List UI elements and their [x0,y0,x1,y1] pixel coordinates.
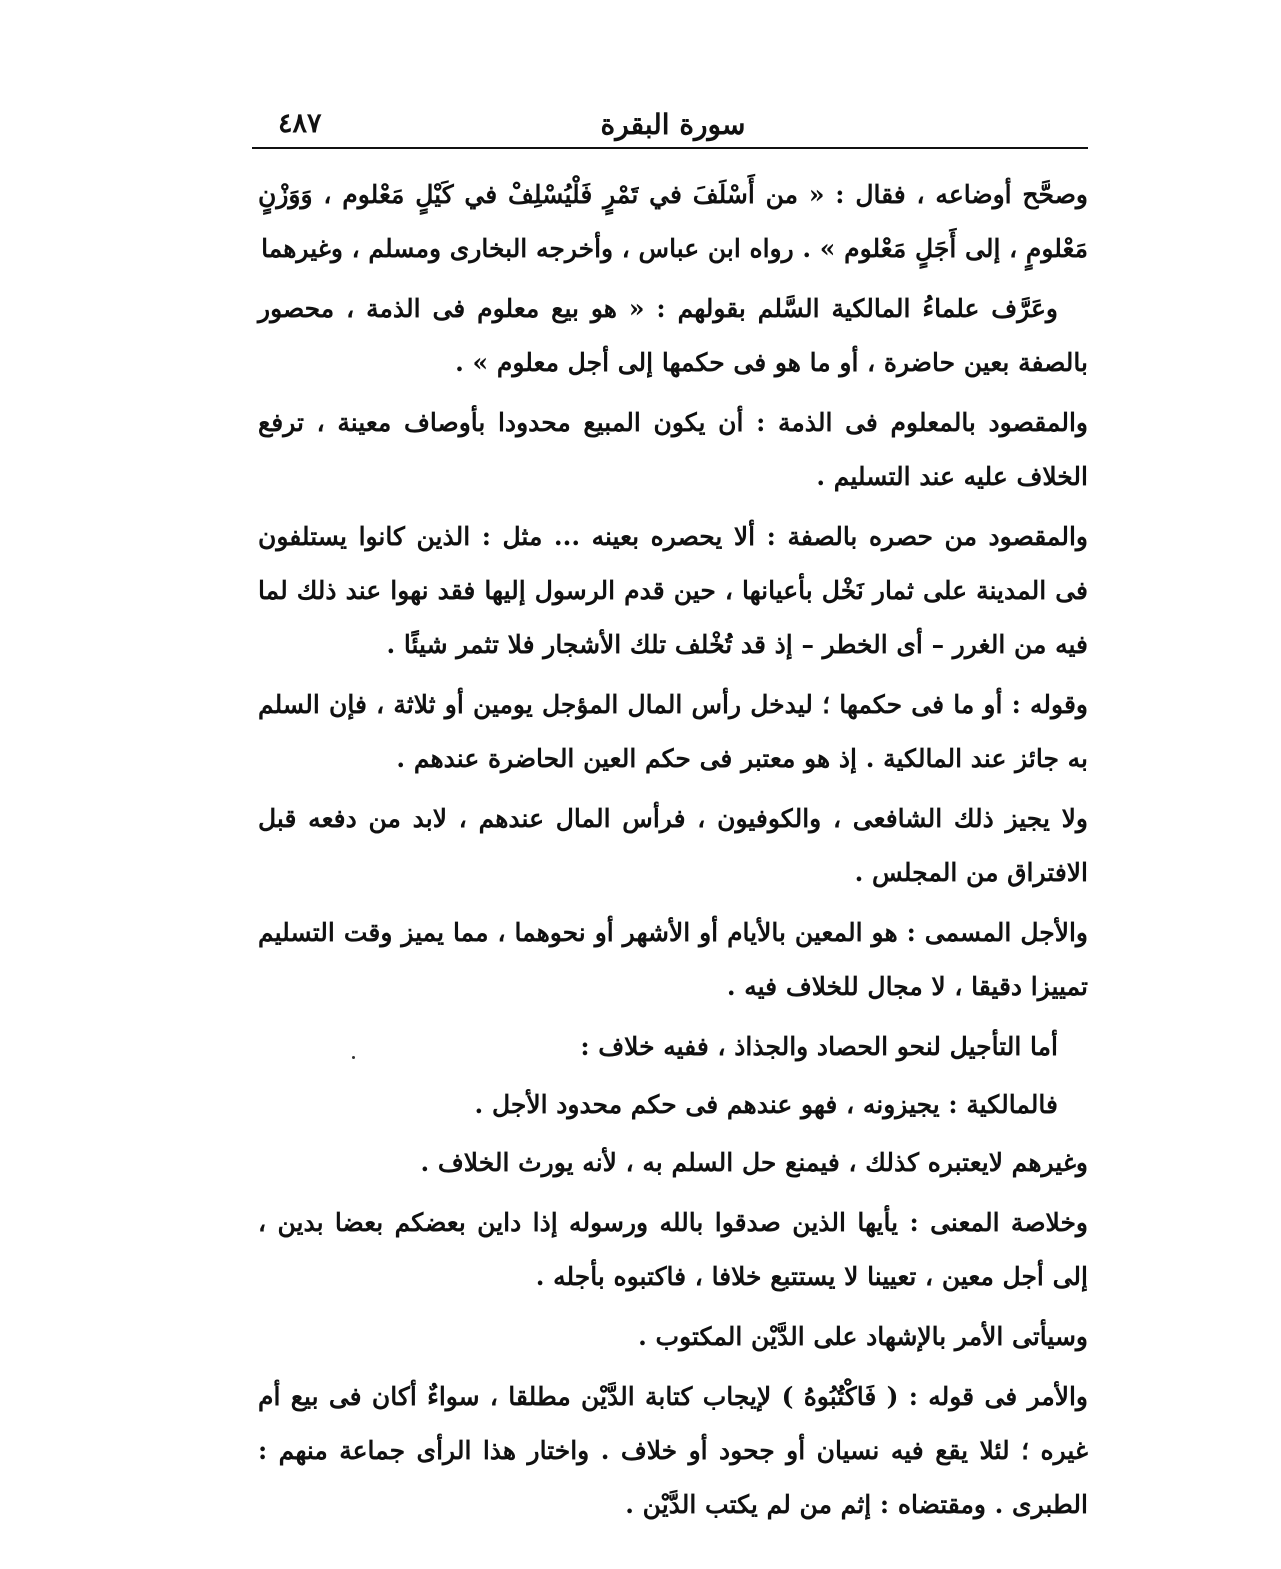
paragraph-maliki-view: فالمالكية : يجيزونه ، فهو عندهم فى حكم محدود الأجل . [474,1090,1058,1119]
paragraph-in-its-ruling: وقوله : أو ما فى حكمها ؛ ليدخل رأس المال المؤجل يومين أو ثلاثة ، فإن السلم به جائز عند المالكية . إذ هو معتبر فى حكم العين الحاضرة عندهم . [258,690,1088,773]
page-body [258,168,1088,1538]
paragraph-shafii-view: ولا يجيز ذلك الشافعى ، والكوفيون ، فرأس المال عندهم ، لابد من دفعه قبل الافتراق من المجلس . [258,804,1088,887]
paragraph-hadith: وصحَّح أوضاعه ، فقال : « من أَسْلَفَ في تَمْرٍ فَلْيُسْلِفْ في كَيْلٍ مَعْلوم ، وَوَزْنٍ مَعْلومٍ ، إلى أَجَلٍ مَعْلوم » . رواه ابن عباس ، وأخرجه البخارى ومسلم ، وغيرهما [258,180,1088,263]
page-number: ٤٨٧ [278,108,322,139]
paragraph-others-view: وغيرهم لايعتبره كذلك ، فيمنع حل السلم به ، لأنه يورث الخلاف . [420,1148,1088,1177]
paragraph-named-term: والأجل المسمى : هو المعين بالأيام أو الأشهر أو نحوهما ، مما يميز وقت التسليم تمييزا دقيقا ، لا مجال للخلاف فيه . [258,918,1088,1001]
ink-speck [352,1056,355,1059]
header-rule [252,147,1088,149]
paragraph-summary-meaning: وخلاصة المعنى : يأيها الذين صدقوا بالله ورسوله إذا داين بعضكم بعضا بدين ، إلى أجل معين ، تعيينا لا يستتبع خلافا ، فاكتبوه بأجله . [258,1208,1088,1291]
paragraph-harvest-deferral: أما التأجيل لنحو الحصاد والجذاذ ، ففيه خلاف : [580,1032,1058,1061]
paragraph-witnessing: وسيأتى الأمر بالإشهاد على الدَّيْن المكتوب . [638,1322,1088,1351]
paragraph-command-to-write: والأمر فى قوله : ( فَاكْتُبُوهُ ) لإيجاب كتابة الدَّيْن مطلقا ، سواءٌ أكان فى بيع أم غيره ؛ لئلا يقع فيه نسيان أو جحود أو خلاف . واختار هذا الرأى جماعة منهم : الطبرى . ومقتضاه : إثم من لم يكتب الدَّيْن . [258,1382,1088,1519]
page-header [258,100,1088,146]
paragraph-restriction-by-description: والمقصود من حصره بالصفة : ألا يحصره بعينه ... مثل : الذين كانوا يستلفون فى المدينة على ثمار نَخْل بأعيانها ، حين قدم الرسول إليها فقد نهوا عند ذلك لما فيه من الغرر – أى الخطر – إذ قد تُخْلف تلك الأشجار فلا تثمر شيئًا . [258,522,1088,659]
paragraph-known-in-liability: والمقصود بالمعلوم فى الذمة : أن يكون المبيع محدودا بأوصاف معينة ، ترفع الخلاف عليه عند التسليم . [258,408,1088,491]
paragraph-salam-definition: وعَرَّف علماءُ المالكية السَّلم بقولهم : « هو بيع معلوم فى الذمة ، محصور بالصفة بعين حاضرة ، أو ما هو فى حكمها إلى أجل معلوم » . [258,294,1088,377]
surah-title: سورة البقرة [600,108,746,141]
